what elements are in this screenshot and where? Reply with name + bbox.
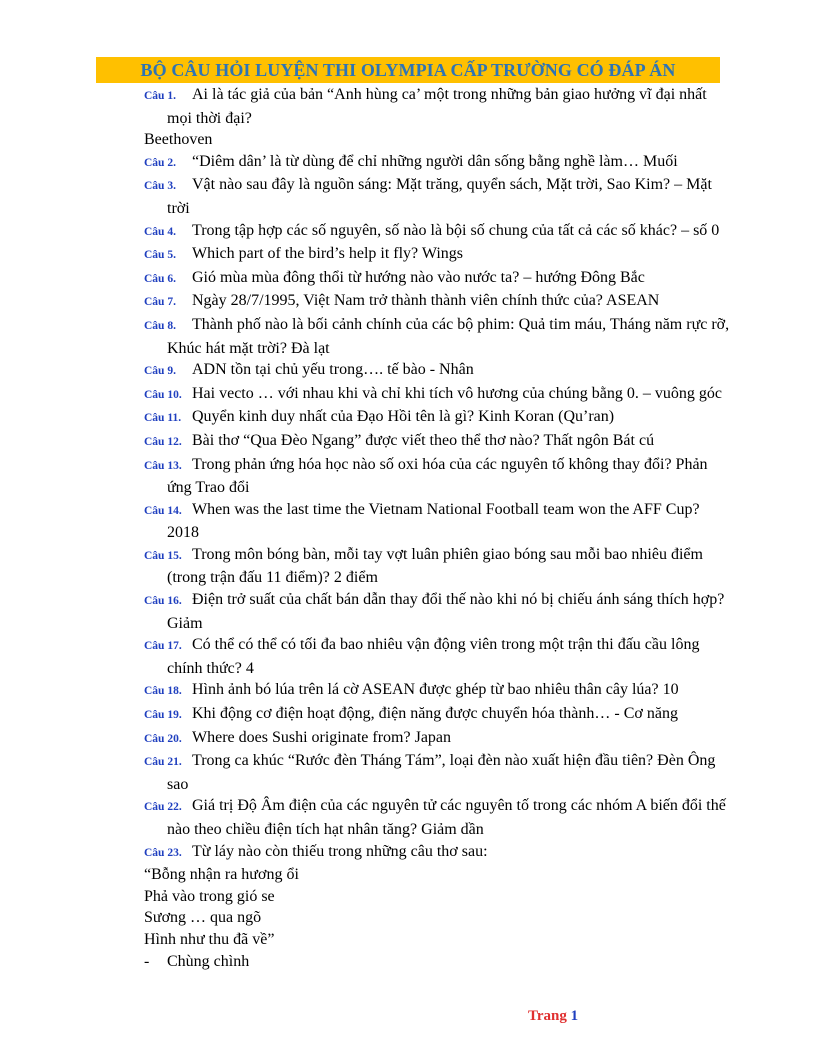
answer-23 — [144, 951, 734, 973]
page-title: BỘ CÂU HỎI LUYỆN THI OLYMPIA CẤP TRƯỜNG CÓ ĐÁP ÁN — [96, 57, 720, 83]
question-number: Câu 7. — [144, 296, 176, 309]
question-text: When was the last time the Vietnam National Football team won the AFF Cup? 2018 — [167, 500, 700, 542]
question-number: Câu 12. — [144, 435, 182, 448]
question-11 — [144, 406, 734, 430]
question-number: Câu 21. — [144, 756, 182, 769]
question-number: Câu 3. — [144, 180, 176, 193]
question-23 — [144, 841, 734, 865]
page-number: 1 — [570, 1008, 579, 1024]
list-dash: - — [144, 952, 150, 970]
question-number: Câu 2. — [144, 156, 176, 169]
question-text: Hình ảnh bó lúa trên lá cờ ASEAN được ghép từ bao nhiêu thân cây lúa? 10 — [192, 681, 679, 699]
question-text: Gió mùa mùa đông thổi từ hướng nào vào nước ta? – hướng Đông Bắc — [192, 268, 645, 286]
question-4 — [144, 220, 734, 244]
question-20 — [144, 727, 734, 751]
question-number: Câu 1. — [144, 90, 176, 102]
question-10 — [144, 383, 734, 407]
question-text: ADN tồn tại chủ yếu trong…. tế bào - Nhân — [192, 361, 474, 379]
question-number: Câu 20. — [144, 732, 182, 745]
question-9 — [144, 359, 734, 383]
question-text: Trong phản ứng hóa học nào số oxi hóa của các nguyên tố không thay đổi? Phản ứng Trao đổi — [167, 455, 708, 497]
question-number: Câu 16. — [144, 595, 182, 608]
page-footer — [528, 1008, 578, 1025]
poem-line: Sương … qua ngõ — [144, 909, 262, 927]
question-18 — [144, 679, 734, 703]
question-19 — [144, 703, 734, 727]
question-number: Câu 14. — [144, 504, 182, 517]
question-text: “Diêm dân’ là từ dùng để chỉ những người dân sống bằng nghề làm… Muối — [192, 152, 678, 170]
question-text: Trong tập hợp các số nguyên, số nào là bội số chung của tất cả các số khác? – số 0 — [192, 221, 720, 239]
question-15 — [144, 544, 734, 589]
question-7 — [144, 290, 734, 314]
question-2 — [144, 151, 734, 175]
question-text: Vật nào sau đây là nguồn sáng: Mặt trăng, quyển sách, Mặt trời, Sao Kim? – Mặt trời — [167, 176, 712, 217]
question-14 — [144, 499, 734, 544]
poem-line: Phả vào trong gió se — [144, 887, 275, 905]
question-text: Giá trị Độ Âm điện của các nguyên tử các nguyên tố trong các nhóm A biến đổi thế nào theo chiều điện tích hạt nhân tăng? Giảm dần — [167, 797, 726, 838]
question-text: Bài thơ “Qua Đèo Ngang” được viết theo thể thơ nào? Thất ngôn Bát cú — [192, 431, 655, 449]
question-text: Trong môn bóng bàn, mỗi tay vợt luân phiên giao bóng sau mỗi bao nhiêu điểm (trong trận đấu 11 điểm)? 2 điểm — [167, 545, 703, 587]
question-number: Câu 5. — [144, 249, 176, 262]
question-text: Điện trở suất của chất bán dẫn thay đổi thế nào khi nó bị chiếu ánh sáng thích hợp? Giảm — [167, 591, 725, 632]
question-number: Câu 15. — [144, 549, 182, 562]
poem-line: Hình như thu đã về” — [144, 930, 275, 948]
question-number: Câu 19. — [144, 709, 182, 722]
question-text: Có thể có thể có tối đa bao nhiêu vận động viên trong một trận thi đấu cầu lông chính thức? 4 — [167, 636, 700, 677]
question-number: Câu 23. — [144, 846, 182, 859]
question-text: Ngày 28/7/1995, Việt Nam trở thành thành viên chính thức của? ASEAN — [192, 292, 660, 310]
poem-line: “Bỗng nhận ra hương ổi — [144, 866, 299, 884]
question-text: Quyển kinh duy nhất của Đạo Hồi tên là gì? Kinh Koran (Qu’ran) — [192, 408, 615, 426]
question-text: Which part of the bird’s help it fly? Wings — [192, 245, 463, 263]
question-number: Câu 17. — [144, 640, 182, 653]
page-label: Trang — [528, 1008, 567, 1024]
question-22 — [144, 795, 734, 840]
question-number: Câu 8. — [144, 319, 176, 332]
question-text: Từ láy nào còn thiếu trong những câu thơ sau: — [192, 842, 488, 860]
answer-23-text: Chùng chình — [167, 952, 250, 970]
question-3 — [144, 174, 734, 219]
question-text: Trong ca khúc “Rước đèn Tháng Tám”, loại đèn nào xuất hiện đầu tiên? Đèn Ông sao — [167, 752, 716, 793]
question-number: Câu 22. — [144, 801, 182, 814]
question-text: Hai vecto … với nhau khi và chỉ khi tích vô hương của chúng bằng 0. – vuông góc — [192, 384, 722, 402]
question-21 — [144, 750, 734, 795]
question-number: Câu 10. — [144, 388, 182, 401]
question-12 — [144, 430, 734, 454]
answer-1: Beethoven — [144, 131, 213, 149]
question-number: Câu 11. — [144, 412, 182, 425]
question-number: Câu 13. — [144, 459, 182, 472]
question-number: Câu 9. — [144, 365, 176, 378]
question-text: Thành phố nào là bối cảnh chính của các bộ phim: Quả tim máu, Tháng năm rực rỡ, Khúc hát mặt trời? Đà lạt — [167, 315, 730, 357]
question-list — [144, 84, 734, 972]
question-16 — [144, 589, 734, 634]
question-17 — [144, 634, 734, 679]
question-8 — [144, 314, 734, 359]
question-1 — [144, 84, 734, 129]
question-text: Ai là tác giả của bản “Anh hùng ca’ một trong những bản giao hưởng vĩ đại nhất mọi thời đại? — [167, 86, 707, 127]
question-5 — [144, 243, 734, 267]
question-text: Where does Sushi originate from? Japan — [192, 728, 452, 746]
question-number: Câu 4. — [144, 225, 176, 238]
question-number: Câu 6. — [144, 272, 176, 285]
question-number: Câu 18. — [144, 685, 182, 698]
question-13 — [144, 454, 734, 499]
question-text: Khi động cơ điện hoạt động, điện năng được chuyển hóa thành… - Cơ năng — [192, 705, 678, 723]
question-6 — [144, 267, 734, 291]
